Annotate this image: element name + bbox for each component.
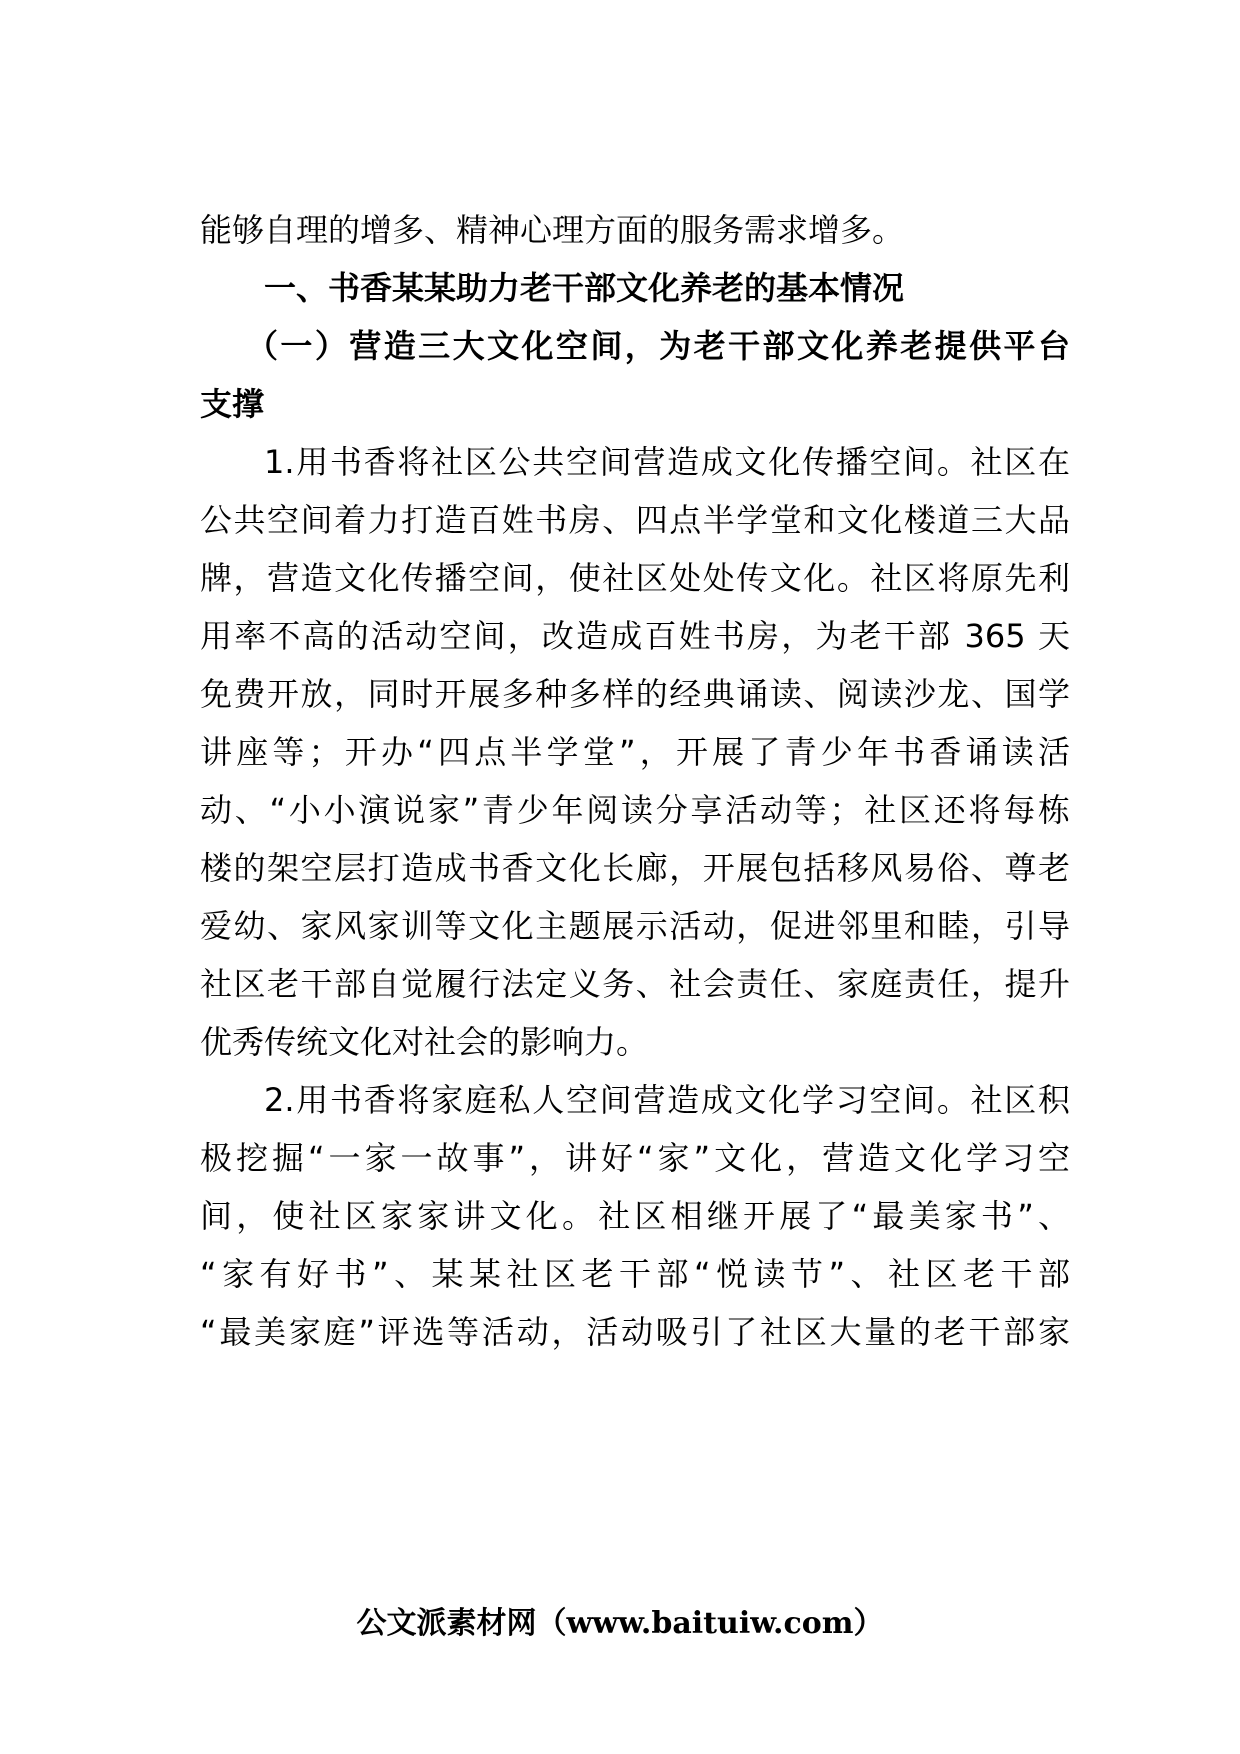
paragraph-1-line-5: 免费开放，同时开展多种多样的经典诵读、阅读沙龙、国学 bbox=[200, 675, 1070, 713]
paragraph-1-line-6: 讲座等；开办“四点半学堂”，开展了青少年书香诵读活 bbox=[200, 733, 1070, 771]
paragraph-1-line-2: 公共空间着力打造百姓书房、四点半学堂和文化楼道三大品 bbox=[200, 501, 1070, 539]
paragraph-2-line-3: 间，使社区家家讲文化。社区相继开展了“最美家书”、 bbox=[200, 1197, 1070, 1235]
paragraph-2-line-2: 极挖掘“一家一故事”，讲好“家”文化，营造文化学习空 bbox=[200, 1139, 1070, 1177]
paragraph-1-line-7: 动、“小小演说家”青少年阅读分享活动等；社区还将每栋 bbox=[200, 791, 1070, 829]
section-heading: 一、书香某某助力老干部文化养老的基本情况 bbox=[264, 269, 905, 307]
paragraph-1-line-3: 牌，营造文化传播空间，使社区处处传文化。社区将原先利 bbox=[200, 559, 1070, 597]
paragraph-1-line-11: 优秀传统文化对社会的影响力。 bbox=[200, 1023, 649, 1061]
paragraph-1-line-9: 爱幼、家风家训等文化主题展示活动，促进邻里和睦，引导 bbox=[200, 907, 1070, 945]
paragraph-2-line-4: “家有好书”、某某社区老干部“悦读节”、社区老干部 bbox=[200, 1255, 1070, 1293]
paragraph-1-line-8: 楼的架空层打造成书香文化长廊，开展包括移风易俗、尊老 bbox=[200, 849, 1070, 887]
paragraph-1-line-1: 1.用书香将社区公共空间营造成文化传播空间。社区在 bbox=[264, 443, 1070, 481]
paragraph-2-line-5: “最美家庭”评选等活动，活动吸引了社区大量的老干部家 bbox=[200, 1313, 1070, 1351]
paragraph-1-line-10: 社区老干部自觉履行法定义务、社会责任、家庭责任，提升 bbox=[200, 965, 1070, 1003]
subsection-heading-continuation: 支撑 bbox=[200, 385, 265, 423]
footer-watermark-text: 公文派素材网（www.baituiw.com） bbox=[356, 1606, 884, 1641]
paragraph-2-line-1: 2.用书香将家庭私人空间营造成文化学习空间。社区积 bbox=[264, 1081, 1070, 1119]
subsection-heading: （一）营造三大文化空间，为老干部文化养老提供平台 bbox=[246, 327, 1070, 365]
paragraph-1-line-4: 用率不高的活动空间，改造成百姓书房，为老干部 365 天 bbox=[200, 617, 1070, 655]
paragraph-line-continuation: 能够自理的增多、精神心理方面的服务需求增多。 bbox=[200, 211, 905, 249]
